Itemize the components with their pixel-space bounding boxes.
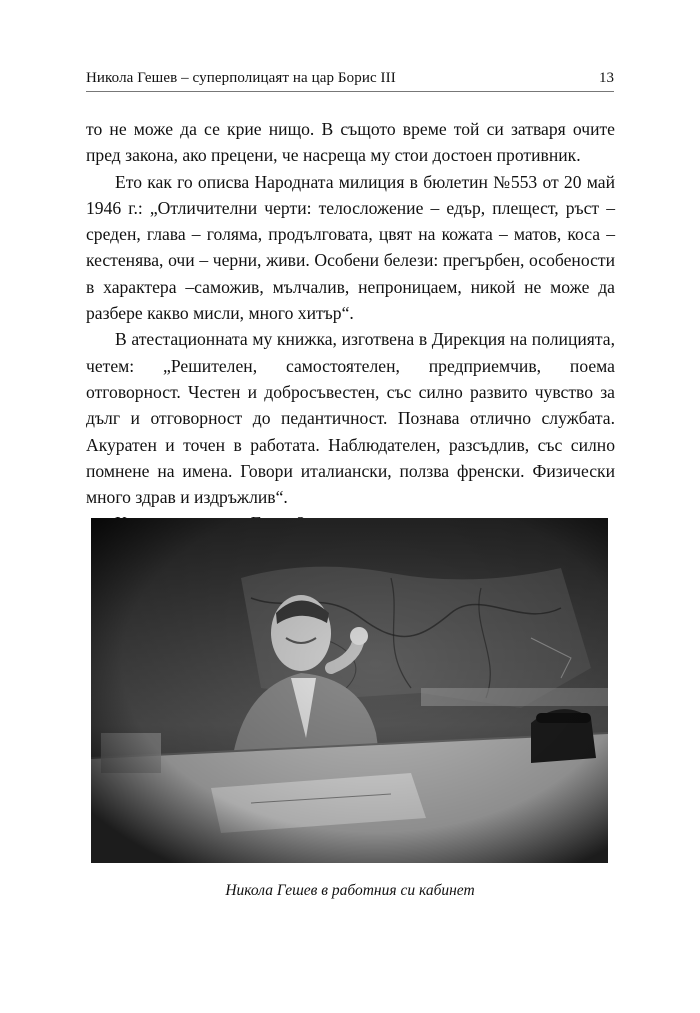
body-text — [86, 116, 615, 537]
paragraph-continuation: то не може да се крие нищо. В същото време той си затваря очите пред закона, ако прецени, че насреща му стои достоен противник. — [86, 119, 615, 166]
photo-caption: Никола Гешев в работния си кабинет — [225, 882, 475, 899]
running-title: Никола Гешев – суперполицаят на цар Борис III — [86, 70, 396, 86]
page-number: 13 — [599, 70, 614, 86]
paragraph-attestation: В атестационната му книжка, изготвена в Дирекция на полицията, четем: „Решителен, самостоятелен, предприемчив, поема отговорност. Честен и добросъвестен, със силно развито чувство за дълг и отговорност до педантичност. Познава отлично службата. Акуратен и точен в работата. Наблюдателен, разсъдлив, със силно помнене на имена. Говори италиански, ползва френски. Физически много здрав и издръжлив“. — [86, 329, 615, 508]
running-header — [86, 63, 614, 92]
photo-illustration — [91, 518, 608, 863]
portrait-photo — [91, 518, 608, 863]
paragraph-description: Ето как го описва Народната милиция в бюлетин №553 от 20 май 1946 г.: „Отличителни черти: телосложение – едър, плещест, ръст – среден, глава – голяма, продълговата, цвят на кожата – матов, коса – кестенява, очи – черни, живи. Особени белези: прегърбен, особености в характера –саможив, мълчалив, непроницаем, никой не може да разбере какво мисли, много хитър“. — [86, 171, 615, 324]
